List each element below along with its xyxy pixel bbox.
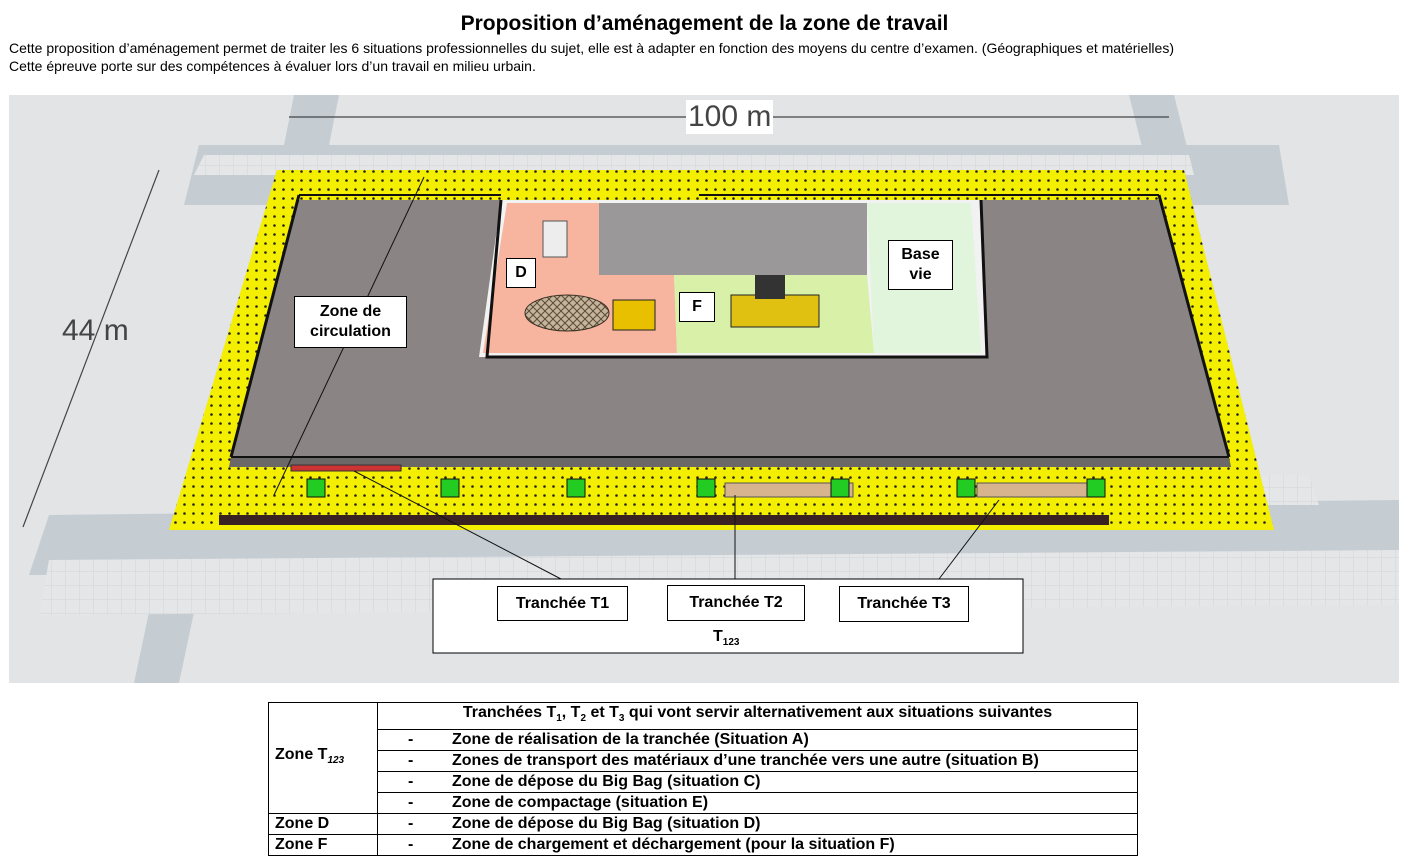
t123-label <box>713 628 739 648</box>
zone-circulation-label <box>294 296 407 348</box>
legend-header-cell <box>378 703 1138 730</box>
trench-t1-label: Tranchée T1 <box>497 586 628 621</box>
dim-width-label: 44 m <box>62 314 129 347</box>
legend-row-zone-d <box>269 814 1138 835</box>
intro-line-1: Cette proposition d’aménagement permet de traiter les 6 situations professionnelles du sujet, elle est à adapter en fonction des moyens du centre d’examen. (Géographiques et matérielles) <box>9 40 1174 56</box>
legend-header-s1: 1 <box>556 713 562 725</box>
legend-text-e: Zone de compactage (situation E) <box>452 794 709 812</box>
zone-grey-pad <box>599 203 867 275</box>
dash: - <box>408 731 414 749</box>
pallet-stack <box>543 221 567 257</box>
base-vie-label <box>888 240 953 290</box>
zone-d-cell: Zone D <box>269 814 378 835</box>
trench-t3-label: Tranchée T3 <box>839 586 969 622</box>
legend-row-a <box>269 730 1138 751</box>
legend-header-row <box>269 703 1138 730</box>
dash: - <box>408 836 414 854</box>
zone-t123-sub: 123 <box>327 755 345 767</box>
trench-t1-marker <box>291 465 401 471</box>
legend-row-e <box>269 793 1138 814</box>
dash: - <box>408 794 414 812</box>
legend-text-d: Zone de dépose du Big Bag (situation D) <box>452 815 761 833</box>
legend-text-b: Zones de transport des matériaux d’une tranchée vers une autre (situation B) <box>452 752 1039 770</box>
base-vie-line2: vie <box>909 266 932 283</box>
legend-text-c: Zone de dépose du Big Bag (situation C) <box>452 773 761 791</box>
legend-row-zone-f <box>269 835 1138 856</box>
legend-table <box>268 702 1138 856</box>
zone-f-cell: Zone F <box>269 835 378 856</box>
legend-header-post: qui vont servir alternativement aux situations suivantes <box>624 704 1053 721</box>
legend-text-a: Zone de réalisation de la tranchée (Situation A) <box>452 731 809 749</box>
zone-f-label: F <box>679 292 715 322</box>
zone-circulation-line2: circulation <box>310 323 391 340</box>
dash: - <box>408 773 414 791</box>
legend-header-pre: Tranchées T <box>462 704 557 721</box>
big-bag-net <box>525 295 609 331</box>
zone-t123-cell <box>269 703 378 814</box>
legend-text-f: Zone de chargement et déchargement (pour la situation F) <box>452 836 895 854</box>
intro-line-2: Cette épreuve porte sur des compétences à évaluer lors d’un travail en milieu urbain. <box>9 58 536 74</box>
barrier-line <box>219 515 1109 525</box>
legend-header-s3: 3 <box>618 713 625 725</box>
zone-t123-prefix: Zone T <box>275 746 328 763</box>
trench-t3-marker <box>977 483 1087 497</box>
legend-header-s2: 2 <box>580 713 587 725</box>
page-title: Proposition d’aménagement de la zone de travail <box>460 12 949 35</box>
legend-row-c <box>269 772 1138 793</box>
mini-dumper <box>613 300 655 330</box>
dash: - <box>408 815 414 833</box>
excavator-body <box>731 295 819 327</box>
zone-circulation-line1: Zone de <box>319 303 382 320</box>
t123-main: T <box>713 628 723 645</box>
dash: - <box>408 752 414 770</box>
legend-header-mid2: et T <box>586 704 619 721</box>
dim-length-label: 100 m <box>688 100 772 133</box>
legend-row-b <box>269 751 1138 772</box>
excavator-cab <box>755 275 785 299</box>
t123-sub: 123 <box>722 637 740 649</box>
trench-t2-label: Tranchée T2 <box>667 585 805 621</box>
zone-d-label: D <box>506 258 536 288</box>
legend-header-mid1: , T <box>561 704 581 721</box>
base-vie-line1: Base <box>901 246 940 263</box>
